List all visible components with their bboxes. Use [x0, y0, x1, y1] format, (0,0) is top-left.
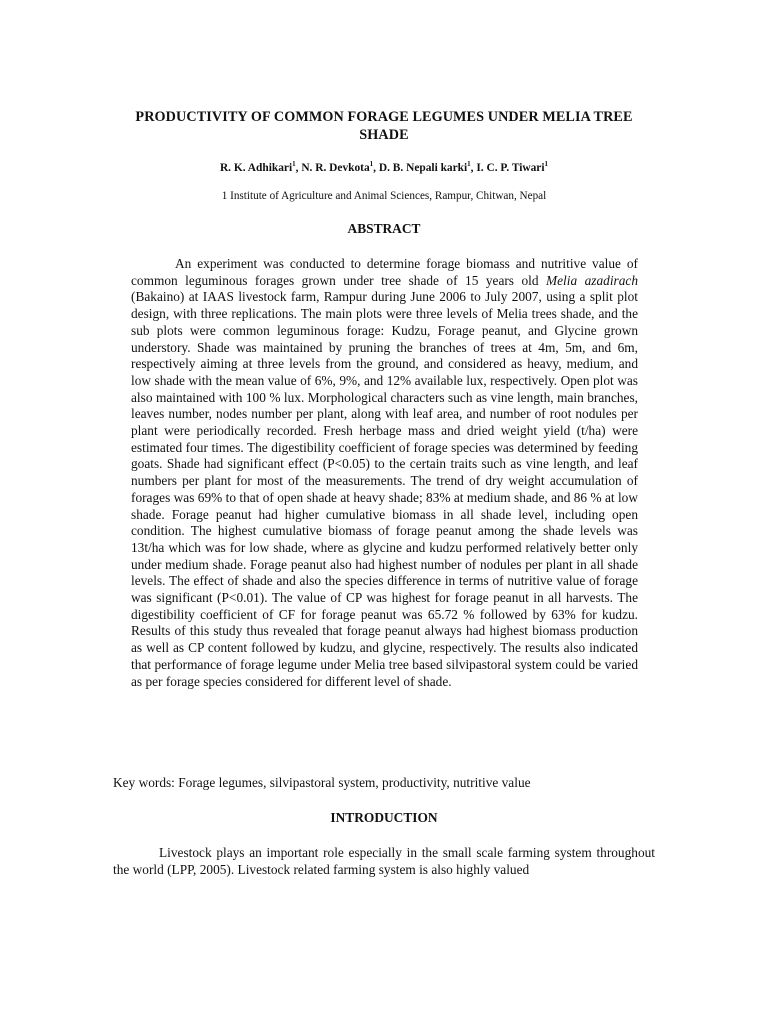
author-name: N. R. Devkota: [301, 161, 370, 174]
abstract-text: (Bakaino) at IAAS livestock farm, Rampur during June 2006 to July 2007, using a split plot design, with three replications. The main plots were three levels of Melia trees shade, and the sub plots were common leguminous forage: Kudzu, Forage peanut, and Glycine grown understory. Shade was maintained by pruning the branches of trees at 4m, 5m, and 6m, respectively aiming at three levels from the ground, and considered as heavy, medium, and low shade with the mean value of 6%, 9%, and 12% available lux, respectively. Open plot was also maintained with 100 % lux. Morphological characters such as vine length, main branches, leaves number, nodes number per plant, along with leaf area, and number of root nodules per plant were periodically recorded. Fresh herbage mass and dried weight yield (t/ha) were estimated four times. The digestibility coefficient of forage species was determined by feeding goats. Shade had significant effect (P<0.05) to the certain traits such as vine length, and leaf numbers per plant for most of the measurements. The trend of dry weight accumulation of forages was 69% to that of open shade at heavy shade; 83% at medium shade, and 86 % at low shade. Forage peanut had higher cumulative biomass in all shade level, including open condition. The highest cumulative biomass of forage peanut among the shade levels was 13t/ha which was for low shade, where as glycine and kudzu performed relatively better only under medium shade. Forage peanut also had highest number of nodules per plant in all shade levels. The effect of shade and also the species difference in terms of nutritive value of forage was significant (P<0.01). The value of CP was highest for forage peanut in all harvests. The digestibility coefficient of CF for forage peanut was 65.72 % followed by 63% for kudzu. Results of this study thus revealed that forage peanut always had highest biomass production as well as CP content followed by kudzu, and glycine, respectively. The results also indicated that performance of forage legume under Melia tree based silvipastoral system could be varied as per forage species considered for different level of shade.: [131, 289, 638, 689]
keywords: Key words: Forage legumes, silvipastoral system, productivity, nutritive value: [113, 775, 531, 790]
author-name: D. B. Nepali karki: [378, 161, 468, 174]
abstract-text: An experiment was conducted to determine forage biomass and nutritive value of common leguminous forages grown under tree shade of 15 years old: [131, 256, 638, 288]
abstract-heading: ABSTRACT: [347, 221, 421, 236]
author-name: R. K. Adhikari: [219, 161, 293, 174]
author-name: I. C. P. Tiwari: [476, 161, 545, 174]
abstract-body: [131, 256, 638, 690]
species-name: Melia azadirach: [546, 272, 638, 288]
author-affiliation-mark: 1: [544, 160, 549, 168]
author-list: R. K. Adhikari$^1$, N. R. Devkota$^1$, D. B. Nepali karki$^1$, I. C. P. Tiwari$^1$: [219, 160, 549, 174]
author-affiliation-mark: 1: [467, 160, 471, 168]
author-affiliation-mark: 1: [292, 160, 296, 168]
introduction-body: Livestock plays an important role especially in the small scale farming system throughout the world (LPP, 2005). Livestock related farming system is also highly valued: [113, 845, 655, 877]
author-affiliation-mark: 1: [369, 160, 374, 168]
author-affiliation: 1 Institute of Agriculture and Animal Sciences, Rampur, Chitwan, Nepal: [221, 190, 547, 202]
introduction-heading: INTRODUCTION: [330, 810, 438, 825]
paper-title: PRODUCTIVITY OF COMMON FORAGE LEGUMES UNDER MELIA TREE SHADE: [135, 109, 633, 143]
